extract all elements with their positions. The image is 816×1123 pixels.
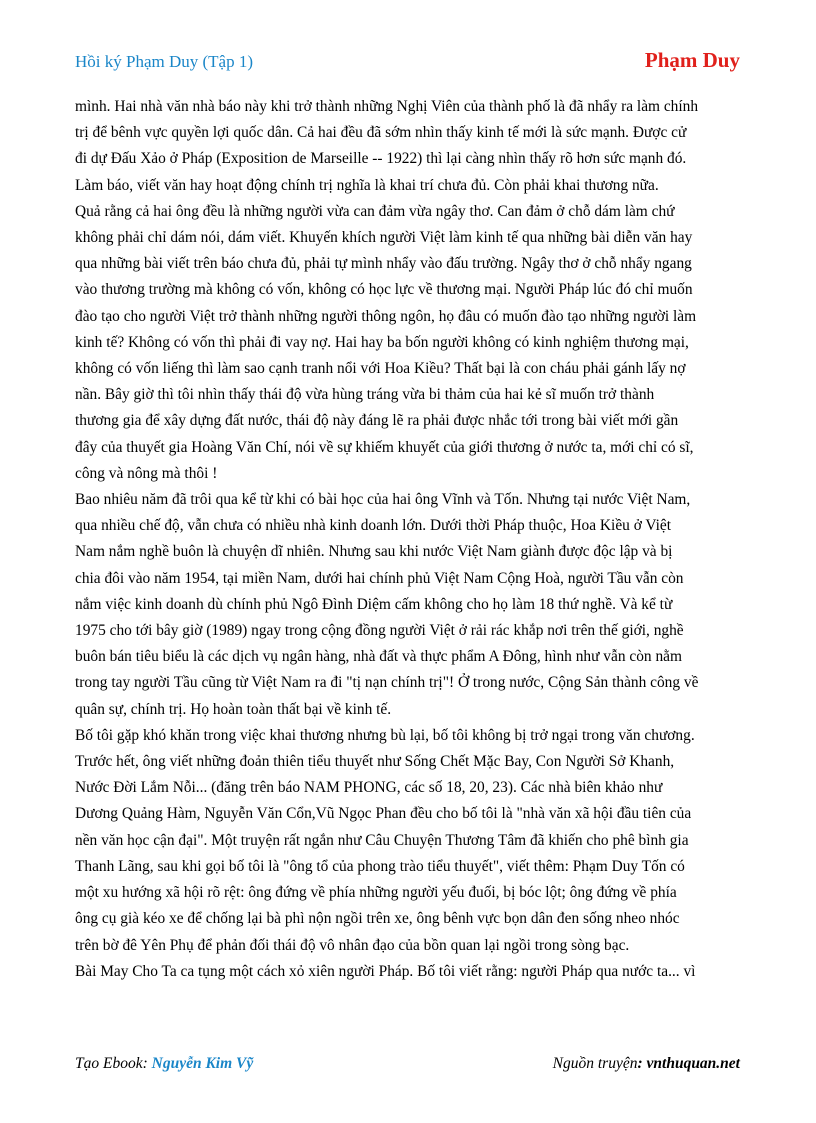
text-line: chia đôi vào năm 1954, tại miền Nam, dưới hai chính phủ Việt Nam Cộng Hoà, người Tầu vẫn còn — [75, 569, 684, 587]
text-line: Bố tôi gặp khó khăn trong việc khai thương nhưng bù lại, bố tôi không bị trở ngại trong văn chương. — [75, 726, 695, 744]
author-name: Phạm Duy — [644, 48, 740, 72]
text-line: Trước hết, ông viết những đoản thiên tiểu thuyết như Sống Chết Mặc Bay, Con Người Sở Khanh, — [75, 753, 675, 771]
text-line: nền văn học cận đại". Một truyện rất ngắn như Câu Chuyện Thương Tâm đã khiến cho phê bình gia — [75, 831, 689, 849]
text-line: buôn bán tiêu biểu là các dịch vụ ngân hàng, nhà đất và thực phẩm A Đông, hình như vẫn còn nằm — [75, 648, 682, 666]
text-line: không có vốn liếng thì làm sao cạnh tranh nổi với Hoa Kiều? Thất bại là con cháu phải gánh lấy nợ — [75, 360, 686, 378]
source-separator: : — [637, 1055, 647, 1072]
paragraph-5 — [75, 959, 742, 985]
text-line: Bao nhiêu năm đã trôi qua kể từ khi có bài học của hai ông Vĩnh và Tốn. Nhưng tại nước Việt Nam, — [75, 491, 691, 509]
text-line: ông cụ già kéo xe để chống lại bà phì nộn ngồi trên xe, ông bênh vực bọn dân đen sống nheo nhóc — [75, 910, 680, 928]
text-line: trị để bênh vực quyền lợi quốc dân. Cả hai đều đã sớm nhìn thấy kinh tế mới là sức mạnh. Được cử — [75, 124, 687, 142]
text-line: nắm việc kinh doanh dù chính phủ Ngô Đình Diệm cấm không cho họ làm 18 thứ nghề. Và kể từ — [75, 595, 673, 613]
text-line: Nam nắm nghề buôn là chuyện dĩ nhiên. Nhưng sau khi nước Việt Nam giành được độc lập và bị — [75, 543, 673, 561]
text-line: trong tay người Tầu cũng từ Việt Nam ra đi "tị nạn chính trị"! Ở trong nước, Cộng Sản thành công về — [75, 674, 699, 692]
ebook-label: Tạo Ebook — [75, 1055, 143, 1072]
paragraph-1 — [75, 94, 742, 199]
text-line: thương gia để xây dựng đất nước, thái độ này đáng lẽ ra phải được nhắc tới trong bài viết mới gần — [75, 412, 679, 430]
ebook-credit — [75, 1055, 253, 1073]
text-line: Quả rằng cả hai ông đều là những người vừa can đảm vừa ngây thơ. Can đảm ở chỗ dám làm chứ — [75, 202, 675, 220]
text-line: một xu hướng xã hội rõ rệt: ông đứng về phía những người yếu đuối, bị bóc lột; ông đứng về phía — [75, 884, 677, 902]
paragraph-4 — [75, 723, 742, 959]
text-line: trên bờ đê Yên Phụ để phản đối thái độ vô nhân đạo của bồn quan lại ngồi trong sòng bạc. — [75, 936, 630, 954]
text-line: nần. Bây giờ thì tôi nhìn thấy thái độ vừa hùng tráng vừa bi thảm của hai kẻ sĩ muốn trở thành — [75, 386, 655, 404]
page-footer — [75, 1055, 740, 1077]
text-line: đào tạo cho người Việt trở thành những người thông ngôn, họ đâu có muốn đào tạo những người làm — [75, 307, 697, 325]
text-line: Dương Quảng Hàm, Nguyễn Văn Cổn,Vũ Ngọc Phan đều cho bố tôi là "nhà văn xã hội đầu tiên của — [75, 805, 692, 823]
text-line: Nước Đời Lắm Nỗi... (đăng trên báo NAM PHONG, các số 18, 20, 23). Các nhà biên khảo như — [75, 779, 663, 797]
text-line: Làm báo, viết văn hay hoạt động chính trị nghĩa là khai trí chưa đủ. Còn phải khai thương nữa. — [75, 176, 659, 194]
text-line: Bài May Cho Ta ca tụng một cách xỏ xiên người Pháp. Bố tôi viết rằng: người Pháp qua nước ta... vì — [75, 962, 696, 980]
text-line: kinh tế? Không có vốn thì phải đi vay nợ. Hai hay ba bốn người không có kinh nghiệm thương mại, — [75, 333, 689, 351]
source-credit — [553, 1055, 740, 1073]
paragraph-2 — [75, 199, 742, 487]
text-line: quân sự, chính trị. Họ hoàn toàn thất bại về kinh tế. — [75, 700, 392, 718]
text-line: mình. Hai nhà văn nhà báo này khi trở thành những Nghị Viên của thành phố là đã nhẩy ra làm chính — [75, 98, 699, 115]
book-title: Hồi ký Phạm Duy (Tập 1) — [75, 52, 254, 71]
source-label: Nguồn truyện — [552, 1055, 638, 1072]
ebook-author: Nguyễn Kim Vỹ — [151, 1055, 254, 1072]
text-line: không phải chỉ dám nói, dám viết. Khuyến khích người Việt làm kinh tế qua những bài diễn văn hay — [75, 229, 693, 247]
text-line: 1975 cho tới bây giờ (1989) ngay trong cộng đồng người Việt ở rải rác khắp nơi trên thế giới, nghề — [75, 622, 684, 640]
text-line: qua nhiều chế độ, vẫn chưa có nhiều nhà kinh doanh lớn. Dưới thời Pháp thuộc, Hoa Kiều ở Việt — [75, 517, 671, 535]
text-line: vào thương trường mà không có vốn, không có học lực về thương mại. Người Pháp lúc đó chỉ muốn — [75, 281, 693, 299]
text-line: công và nông mà thôi ! — [75, 464, 218, 482]
text-line: đi dự Đấu Xảo ở Pháp (Exposition de Marseille -- 1922) thì lại càng nhìn thấy rõ hơn sức mạnh đó. — [75, 150, 687, 168]
page-body — [75, 94, 742, 985]
text-line: qua những bài viết trên báo chưa đủ, phải tự mình nhẩy vào đấu trường. Ngây thơ ở chỗ nhẩy ngang — [75, 255, 692, 273]
text-line: Thanh Lãng, sau khi gọi bố tôi là "ông tổ của phong trào tiểu thuyết", viết thêm: Phạm Duy Tốn có — [75, 857, 685, 875]
ebook-separator: : — [142, 1055, 152, 1072]
page-header — [75, 48, 740, 76]
text-line: đây của thuyết gia Hoàng Văn Chí, nói về sự khiếm khuyết của giới thương ở nước ta, mới chỉ có sĩ, — [75, 438, 694, 456]
source-site: vnthuquan.net — [646, 1055, 740, 1072]
paragraph-3 — [75, 487, 742, 723]
